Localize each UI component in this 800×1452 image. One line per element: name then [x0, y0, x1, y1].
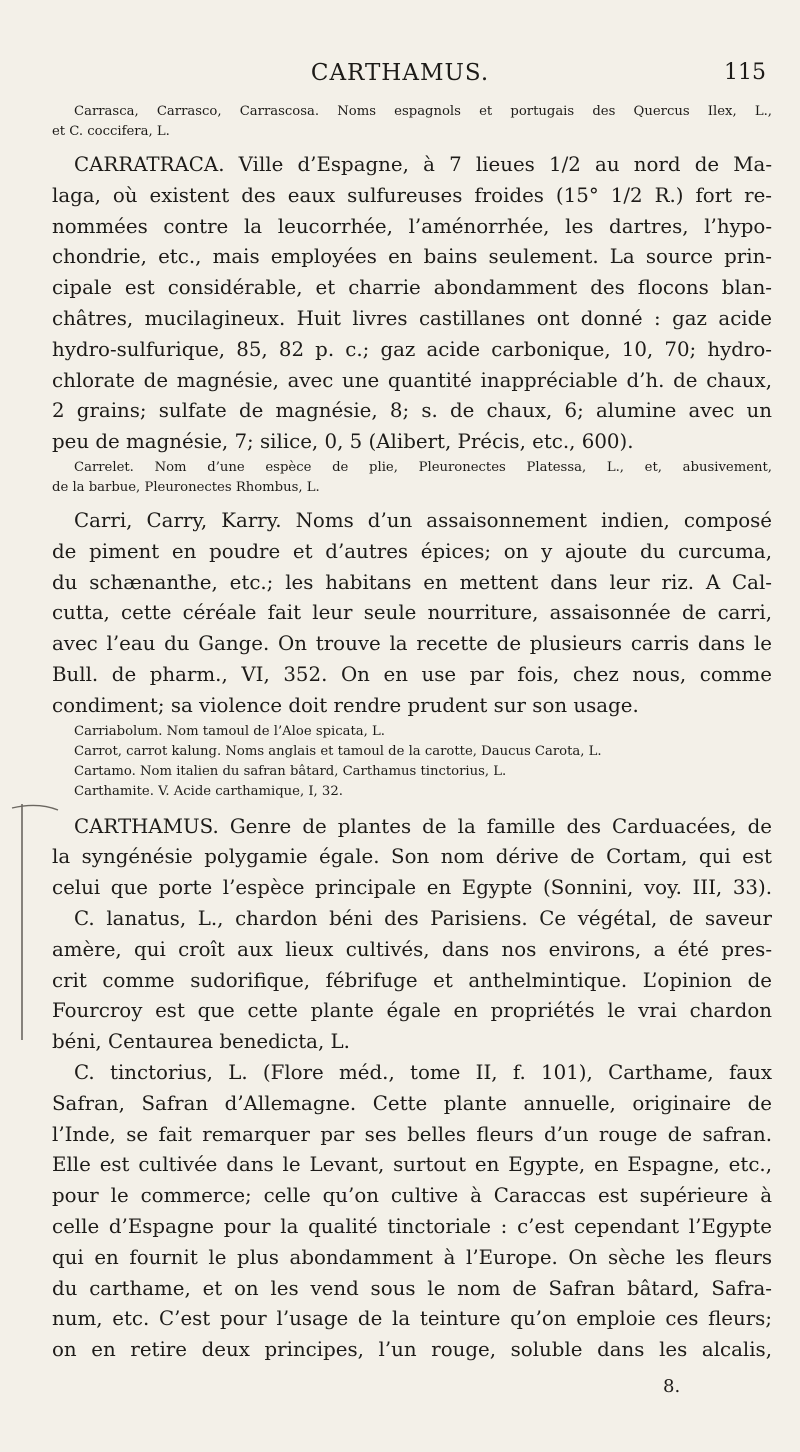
- entry-carthamus: [52, 812, 772, 1366]
- running-title: CARTHAMUS.: [310, 60, 490, 86]
- text-line: Bull. de pharm., VI, 352. On en use par fois, chez nous, comme: [52, 662, 772, 686]
- text-line: cipale est considérable, et charrie abondamment des flocons blan-: [52, 276, 772, 300]
- entry-carrasca: [52, 102, 772, 142]
- text-line: nommées contre la leucorrhée, l’aménorrhée, les dartres, l’hypo-: [52, 214, 772, 238]
- text-line: chlorate de magnésie, avec une quantité inappréciable d’h. de chaux,: [52, 368, 772, 392]
- text-line: laga, où existent des eaux sulfureuses froides (15° 1/2 R.) fort re-: [52, 183, 772, 207]
- text-line: du carthame, et on les vend sous le nom de Safran bâtard, Safra-: [52, 1276, 772, 1300]
- text-line: l’Inde, se fait remarquer par ses belles fleurs d’un rouge de safran.: [52, 1122, 772, 1146]
- text-line: hydro-sulfurique, 85, 82 p. c.; gaz acide carbonique, 10, 70; hydro-: [52, 337, 772, 361]
- text-line: C. tinctorius, L. (Flore méd., tome II, f. 101), Carthame, faux: [74, 1060, 772, 1084]
- text-line: num, etc. C’est pour l’usage de la teinture qu’on emploie ces fleurs;: [52, 1307, 772, 1331]
- margin-pencil-mark: [8, 800, 60, 1050]
- entry-small-group: [52, 722, 772, 802]
- text-line: peu de magnésie, 7; silice, 0, 5 (Alibert, Précis, etc., 600).: [52, 430, 634, 454]
- text-line: condiment; sa violence doit rendre prudent sur son usage.: [52, 693, 639, 717]
- entry-carratraca: [52, 150, 772, 458]
- text-line: on en retire deux principes, l’un rouge, soluble dans les alcalis,: [52, 1338, 772, 1362]
- text-line: celle d’Espagne pour la qualité tinctoriale : c’est cependant l’Egypte: [52, 1214, 772, 1238]
- text-line: du schænanthe, etc.; les habitans en mettent dans leur riz. A Cal-: [52, 570, 772, 594]
- text-line: cutta, cette céréale fait leur seule nourriture, assaisonnée de carri,: [52, 601, 772, 625]
- entry-carri: [52, 506, 772, 722]
- text-line: Carri, Carry, Karry. Noms d’un assaisonnement indien, composé: [74, 508, 772, 532]
- text-line: de la barbue, Pleuronectes Rhombus, L.: [52, 479, 320, 495]
- text-line: et C. coccifera, L.: [52, 124, 170, 139]
- text-line: chondrie, etc., mais employées en bains seulement. La source prin-: [52, 245, 772, 269]
- page-header: [0, 56, 800, 96]
- text-line: Carrelet. Nom d’une espèce de plie, Pleuronectes Platessa, L., et, abusivement,: [74, 459, 772, 475]
- text-line: Safran, Safran d’Allemagne. Cette plante annuelle, originaire de: [52, 1091, 772, 1115]
- text-line: béni, Centaurea benedicta, L.: [52, 1030, 350, 1054]
- text-line: de piment en poudre et d’autres épices; on y ajoute du curcuma,: [52, 539, 772, 563]
- text-line: pour le commerce; celle qu’on cultive à Caraccas est supérieure à: [52, 1184, 772, 1208]
- text-line: Carriabolum. Nom tamoul de l’Aloe spicata, L.: [74, 723, 386, 739]
- text-line: C. lanatus, L., chardon béni des Parisiens. Ce végétal, de saveur: [74, 906, 772, 930]
- text-line: avec l’eau du Gange. On trouve la recette de plusieurs carris dans le: [52, 632, 772, 656]
- text-line: qui en fournit le plus abondamment à l’Europe. On sèche les fleurs: [52, 1245, 772, 1269]
- text-line: amère, qui croît aux lieux cultivés, dans nos environs, a été pres-: [52, 937, 772, 961]
- entry-carrelet: [52, 458, 772, 498]
- text-line: CARTHAMUS. Genre de plantes de la famille des Carduacées, de: [74, 814, 772, 838]
- text-line: 2 grains; sulfate de magnésie, 8; s. de chaux, 6; alumine avec un: [52, 399, 772, 423]
- text-block: [52, 102, 772, 1366]
- page-number: 115: [724, 60, 766, 85]
- text-line: châtres, mucilagineux. Huit livres castillanes ont donné : gaz acide: [52, 306, 772, 330]
- text-line: crit comme sudorifique, fébrifuge et anthelmintique. L’opinion de: [52, 968, 772, 992]
- text-line: Fourcroy est que cette plante égale en propriétés le vrai chardon: [52, 999, 772, 1023]
- text-line: Elle est cultivée dans le Levant, surtout en Egypte, en Espagne, etc.,: [52, 1153, 772, 1177]
- catchword: 8.: [663, 1376, 681, 1397]
- text-line: Cartamo. Nom italien du safran bâtard, Carthamus tinctorius, L.: [74, 763, 507, 779]
- text-line: celui que porte l’espèce principale en Egypte (Sonnini, voy. III, 33).: [52, 876, 772, 900]
- text-line: la syngénésie polygamie égale. Son nom dérive de Cortam, qui est: [52, 845, 772, 869]
- text-line: Carrasca, Carrasco, Carrascosa. Noms espagnols et portugais des Quercus Ilex, L.,: [74, 104, 772, 119]
- text-line: Carthamite. V. Acide carthamique, I, 32.: [74, 783, 343, 799]
- text-line: Carrot, carrot kalung. Noms anglais et tamoul de la carotte, Daucus Carota, L.: [74, 743, 602, 759]
- text-line: CARRATRACA. Ville d’Espagne, à 7 lieues 1/2 au nord de Ma-: [74, 153, 772, 176]
